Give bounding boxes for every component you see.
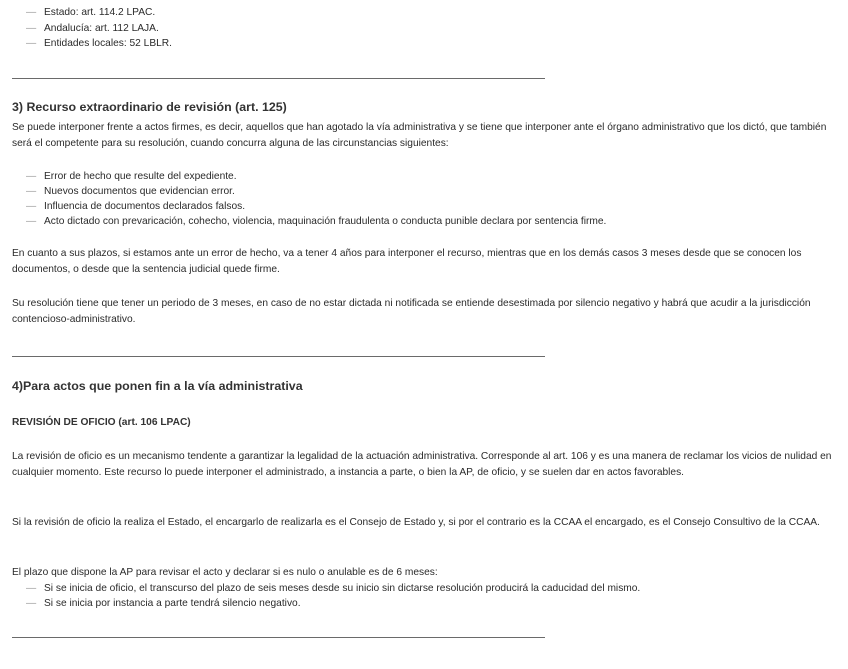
section-divider <box>12 637 545 638</box>
section-4-para-3: El plazo que dispone la AP para revisar el acto y declarar si es nulo o anulable es de 6 meses: <box>12 567 438 578</box>
list-item <box>26 6 155 20</box>
list-item <box>26 597 301 611</box>
section-4-heading: 4)Para actos que ponen fin a la vía administrativa <box>12 379 303 393</box>
list-item <box>26 200 245 214</box>
section-3-resolucion: Su resolución tiene que tener un periodo de 3 meses, en caso de no estar dictada ni notificada se entiende desestimada por silencio negativo y habrá que acudir a la jurisdicción contencioso-administrativo. <box>12 298 811 325</box>
section-4-subheading: REVISIÓN DE OFICIO (art. 106 LPAC) <box>12 417 191 428</box>
section-3-plazos: En cuanto a sus plazos, si estamos ante un error de hecho, va a tener 4 años para interponer el recurso, mientras que en los demás casos 3 meses desde que se conocen los documentos, o desde que la sentencia judicial quede firme. <box>12 248 802 275</box>
bullet-dash: — <box>26 216 37 227</box>
bullet-dash: — <box>26 23 37 34</box>
list-item-text: Estado: art. 114.2 LPAC. <box>44 7 156 18</box>
bullet-dash: — <box>26 38 37 49</box>
list-item-text: Andalucía: art. 112 LAJA. <box>44 23 159 34</box>
bullet-dash: — <box>26 583 37 594</box>
list-item <box>26 215 606 229</box>
section-4-para-2: Si la revisión de oficio la realiza el Estado, el encargarlo de realizarla es el Consejo de Estado y, si por el contrario es la CCAA el encargado, es el Consejo Consultivo de la CCAA. <box>12 517 820 528</box>
list-item-text: Acto dictado con prevaricación, cohecho, violencia, maquinación fraudulenta o conducta punible declara por sentencia firme. <box>44 216 607 227</box>
bullet-dash: — <box>26 201 37 212</box>
bullet-dash: — <box>26 598 37 609</box>
list-item <box>26 170 237 184</box>
list-item <box>26 582 640 596</box>
section-divider <box>12 78 545 79</box>
section-4-para-1: La revisión de oficio es un mecanismo tendente a garantizar la legalidad de la actuación administrativa. Corresponde al art. 106 y es una manera de reclamar los vicios de nulidad en cualquier momento. Este recurso lo puede interponer el administrado, a instancia a parte, o bien la AP, de oficio, y se suelen dar en actos favorables. <box>12 451 832 478</box>
bullet-dash: — <box>26 7 37 18</box>
list-item-text: Si se inicia por instancia a parte tendrá silencio negativo. <box>44 598 301 609</box>
bullet-dash: — <box>26 171 37 182</box>
list-item <box>26 22 159 36</box>
section-3-heading: 3) Recurso extraordinario de revisión (art. 125) <box>12 100 287 114</box>
list-item-text: Nuevos documentos que evidencian error. <box>44 186 235 197</box>
list-item <box>26 37 172 51</box>
list-item-text: Influencia de documentos declarados falsos. <box>44 201 246 212</box>
list-item-text: Si se inicia de oficio, el transcurso del plazo de seis meses desde su inicio sin dictarse resolución producirá la caducidad del mismo. <box>44 583 641 594</box>
section-3-intro: Se puede interponer frente a actos firmes, es decir, aquellos que han agotado la vía administrativa y se tiene que interponer ante el órgano administrativo que los dictó, que también será el competente para su resolución, cuando concurra alguna de las circunstancias siguientes: <box>12 122 827 149</box>
bullet-dash: — <box>26 186 37 197</box>
list-item <box>26 185 235 199</box>
list-item-text: Entidades locales: 52 LBLR. <box>44 38 172 49</box>
section-divider <box>12 356 545 357</box>
list-item-text: Error de hecho que resulte del expediente. <box>44 171 237 182</box>
